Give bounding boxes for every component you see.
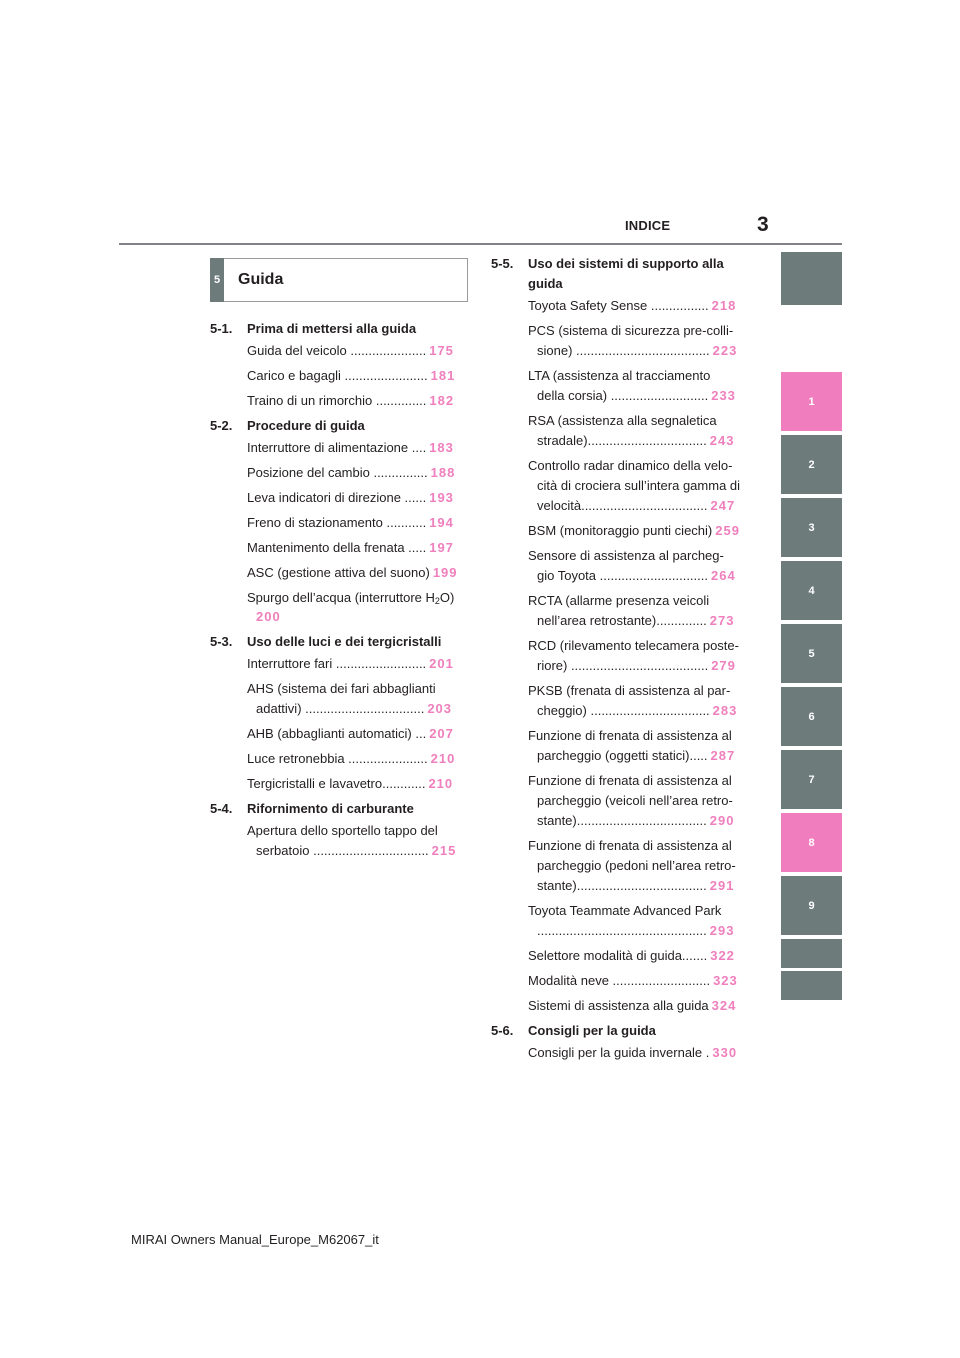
- toc-entry[interactable]: [210, 343, 468, 359]
- toc-entry[interactable]: [210, 776, 468, 792]
- toc-entry[interactable]: [210, 565, 468, 581]
- page-link[interactable]: 247: [710, 498, 736, 513]
- entry-text-line: [528, 748, 749, 764]
- toc-entry[interactable]: [210, 540, 468, 556]
- page-link[interactable]: 200: [256, 609, 281, 624]
- entry-text: cheggio) .................................: [537, 703, 710, 718]
- page-number: 3: [757, 213, 769, 236]
- entry-text: PCS (sistema di sicurezza pre-colli-: [528, 323, 734, 338]
- toc-entry[interactable]: [210, 368, 468, 384]
- entry-text: Mantenimento della frenata .....: [247, 540, 427, 555]
- toc-right-column: [491, 256, 749, 1070]
- entry-text: AHS (sistema dei fari abbaglianti: [247, 681, 436, 696]
- toc-entry[interactable]: [210, 751, 468, 767]
- entry-text: Funzione di frenata di assistenza al: [528, 838, 732, 853]
- toc-entry[interactable]: [491, 523, 749, 539]
- entry-text: cità di crociera sull’intera gamma di: [537, 478, 741, 493]
- entry-text: ...............................................: [537, 923, 707, 938]
- chapter-tab-blank[interactable]: [781, 252, 842, 305]
- entry-text-line: [528, 903, 749, 919]
- chapter-title-line2: guida: [528, 276, 563, 291]
- toc-entry[interactable]: [491, 548, 749, 584]
- entry-text: parcheggio (pedoni nell’area retro-: [537, 858, 736, 873]
- entry-text-line: [528, 773, 749, 789]
- toc-left-column: [210, 321, 468, 868]
- page-link[interactable]: 210: [430, 751, 456, 766]
- chapter-tab-blank[interactable]: [781, 939, 842, 968]
- page-link[interactable]: 323: [713, 973, 738, 988]
- page-link[interactable]: 183: [429, 440, 454, 455]
- entry-text: parcheggio (oggetti statici).....: [537, 748, 708, 763]
- entry-text: Interruttore di alimentazione ....: [247, 440, 427, 455]
- entry-text-line: [247, 515, 468, 531]
- entry-text-line: [247, 751, 468, 767]
- entry-text: Sistemi di assistenza alla guida: [528, 998, 709, 1013]
- entry-text-line: [247, 368, 468, 384]
- toc-entry[interactable]: [210, 681, 468, 717]
- toc-entry[interactable]: [491, 323, 749, 359]
- toc-entry[interactable]: [491, 1045, 749, 1061]
- entry-text: RSA (assistenza alla segnaletica: [528, 413, 717, 428]
- toc-entry[interactable]: [210, 823, 468, 859]
- toc-entry[interactable]: [491, 973, 749, 989]
- entry-text: velocità...................................: [537, 498, 708, 513]
- page-link[interactable]: 324: [711, 998, 737, 1013]
- entry-text: serbatoio ................................: [256, 843, 429, 858]
- entry-text: Controllo radar dinamico della velo-: [528, 458, 733, 473]
- chapter-title: Consigli per la guida: [528, 1023, 656, 1038]
- entry-text: Posizione del cambio ...............: [247, 465, 428, 480]
- entry-text: Funzione di frenata di assistenza al: [528, 773, 732, 788]
- entry-text: Consigli per la guida invernale .: [528, 1045, 710, 1060]
- page-link[interactable]: 330: [712, 1045, 738, 1060]
- entry-text-line: [247, 540, 468, 556]
- entry-text-prefix: Spurgo dell’acqua (interruttore H: [247, 590, 435, 605]
- entry-text-line: [528, 838, 749, 854]
- chapter-tab-8[interactable]: 8: [781, 813, 842, 872]
- entry-text-line: [528, 638, 749, 654]
- page-link[interactable]: 283: [712, 703, 738, 718]
- toc-entry[interactable]: [491, 638, 749, 674]
- entry-text-line: [528, 793, 749, 809]
- entry-text-line: [528, 548, 749, 564]
- entry-text-line: [247, 565, 468, 581]
- entry-text-line: [528, 523, 749, 539]
- page-link[interactable]: 197: [429, 540, 454, 555]
- entry-text: della corsia) ...........................: [537, 388, 709, 403]
- entry-text: Interruttore fari .........................: [247, 656, 427, 671]
- entry-text: gio Toyota ..............................: [537, 568, 708, 583]
- entry-text: [247, 590, 468, 606]
- entry-text-line: [528, 568, 749, 584]
- entry-text: Luce retronebbia ......................: [247, 751, 428, 766]
- page-link[interactable]: 215: [431, 843, 457, 858]
- entry-text-line: [247, 393, 468, 409]
- page-link[interactable]: 290: [709, 813, 735, 828]
- entry-text: Carico e bagagli .......................: [247, 368, 428, 383]
- entry-text-line: [247, 726, 468, 742]
- entry-text: PKSB (frenata di assistenza al par-: [528, 683, 731, 698]
- page-link[interactable]: 293: [709, 923, 735, 938]
- page-link[interactable]: 207: [429, 726, 454, 741]
- page-link[interactable]: 188: [430, 465, 456, 480]
- entry-text: Toyota Teammate Advanced Park: [528, 903, 722, 918]
- toc-entry[interactable]: [210, 726, 468, 742]
- entry-text-line: [528, 613, 749, 629]
- entry-text-line: [247, 776, 468, 792]
- entry-text-line: [247, 701, 468, 717]
- chapter-title: Rifornimento di carburante: [247, 801, 414, 816]
- page-link[interactable]: 182: [429, 393, 455, 408]
- page-link[interactable]: 194: [429, 515, 454, 530]
- page-link[interactable]: 264: [711, 568, 736, 583]
- toc-entry[interactable]: [210, 465, 468, 481]
- chapter-number: 5-2.: [210, 418, 233, 433]
- chapter-tab-6[interactable]: 6: [781, 687, 842, 746]
- chapter-tab-2[interactable]: 2: [781, 435, 842, 494]
- chapter-title: Uso delle luci e dei tergicristalli: [247, 634, 442, 649]
- chapter-heading: [491, 1023, 749, 1039]
- chapter-tab-9[interactable]: 9: [781, 876, 842, 935]
- toc-entry[interactable]: [491, 838, 749, 894]
- entry-text-line: [528, 343, 749, 359]
- entry-text-line: [528, 973, 749, 989]
- entry-text: Freno di stazionamento ...........: [247, 515, 427, 530]
- entry-text-line: [528, 478, 749, 494]
- entry-text: BSM (monitoraggio punti ciechi): [528, 523, 713, 538]
- chapter-number: 5-1.: [210, 321, 233, 336]
- page-link[interactable]: 199: [432, 565, 458, 580]
- entry-text-line: [528, 498, 749, 514]
- entry-text: RCD (rilevamento telecamera poste-: [528, 638, 739, 653]
- entry-text: stradale).................................: [537, 433, 707, 448]
- entry-text-line: [528, 728, 749, 744]
- chapter-title: Prima di mettersi alla guida: [247, 321, 417, 336]
- entry-text: Leva indicatori di direzione ......: [247, 490, 427, 505]
- entry-text-line: [528, 658, 749, 674]
- toc-entry[interactable]: [491, 458, 749, 514]
- page-link[interactable]: 193: [429, 490, 454, 505]
- chapter-number: 5-5.: [491, 256, 514, 271]
- entry-text-line: [528, 1045, 749, 1061]
- toc-entry[interactable]: [491, 593, 749, 629]
- entry-text-line: [528, 703, 749, 719]
- entry-text: AHB (abbaglianti automatici) ...: [247, 726, 427, 741]
- entry-text: stante)....................................: [537, 813, 707, 828]
- chapter-tab-3[interactable]: 3: [781, 498, 842, 557]
- entry-text-line: [528, 298, 749, 314]
- subscript-2: 2: [434, 596, 440, 606]
- chapter-tab-1[interactable]: 1: [781, 372, 842, 431]
- entry-text: Selettore modalità di guida.......: [528, 948, 708, 963]
- entry-text-line: [247, 490, 468, 506]
- entry-text: ASC (gestione attiva del suono): [247, 565, 430, 580]
- toc-entry[interactable]: [210, 656, 468, 672]
- chapter-heading: [491, 256, 749, 292]
- page-link[interactable]: 233: [711, 388, 736, 403]
- entry-text: Traino di un rimorchio ..............: [247, 393, 427, 408]
- entry-text-line: [528, 593, 749, 609]
- entry-text: Sensore di assistenza al parcheg-: [528, 548, 724, 563]
- page-link[interactable]: 291: [709, 878, 735, 893]
- chapter-tab-7[interactable]: 7: [781, 750, 842, 809]
- toc-entry[interactable]: [210, 440, 468, 456]
- entry-text: parcheggio (veicoli nell’area retro-: [537, 793, 733, 808]
- entry-text: Guida del veicolo .....................: [247, 343, 427, 358]
- section-title: Guida: [238, 271, 284, 288]
- page-link[interactable]: 223: [712, 343, 738, 358]
- chapter-heading: [210, 634, 468, 650]
- entry-text: sione) .....................................: [537, 343, 710, 358]
- toc-entry[interactable]: [491, 903, 749, 939]
- entry-text-line: [247, 343, 468, 359]
- page-link[interactable]: 322: [710, 948, 735, 963]
- toc-entry[interactable]: [491, 948, 749, 964]
- entry-text-line: [247, 843, 468, 859]
- section-number-tab: 5: [210, 258, 224, 302]
- entry-text: Apertura dello sportello tappo del: [247, 823, 438, 838]
- toc-entry[interactable]: [491, 368, 749, 404]
- entry-text-line: [528, 813, 749, 829]
- entry-text-line: [528, 683, 749, 699]
- entry-text-line: [528, 858, 749, 874]
- entry-text-line: [528, 878, 749, 894]
- entry-text: RCTA (allarme presenza veicoli: [528, 593, 710, 608]
- toc-entry[interactable]: [491, 728, 749, 764]
- chapter-tab-blank[interactable]: [781, 971, 842, 1000]
- entry-text: stante)....................................: [537, 878, 707, 893]
- chapter-number: 5-3.: [210, 634, 233, 649]
- page-link[interactable]: 175: [429, 343, 454, 358]
- toc-entry[interactable]: [491, 683, 749, 719]
- entry-text-line: [528, 948, 749, 964]
- entry-text-line: [247, 656, 468, 672]
- footer-text: MIRAI Owners Manual_Europe_M62067_it: [131, 1232, 379, 1247]
- page-link[interactable]: 210: [428, 776, 454, 791]
- entry-text: Funzione di frenata di assistenza al: [528, 728, 732, 743]
- toc-entry[interactable]: [210, 515, 468, 531]
- page-link[interactable]: 203: [427, 701, 453, 716]
- entry-text-line: [247, 681, 468, 697]
- chapter-tab-5[interactable]: 5: [781, 624, 842, 683]
- entry-text-line: [528, 998, 749, 1014]
- toc-entry[interactable]: [210, 490, 468, 506]
- chapter-heading: [210, 418, 468, 434]
- chapter-heading: [210, 801, 468, 817]
- page-link[interactable]: 279: [711, 658, 736, 673]
- toc-entry[interactable]: [491, 998, 749, 1014]
- entry-text-line: [247, 440, 468, 456]
- entry-text: Toyota Safety Sense ................: [528, 298, 709, 313]
- toc-entry[interactable]: [491, 413, 749, 449]
- entry-text: Tergicristalli e lavavetro............: [247, 776, 426, 791]
- chapter-number: 5-4.: [210, 801, 233, 816]
- chapter-title: Uso dei sistemi di supporto alla: [528, 256, 724, 271]
- entry-text-line: [528, 323, 749, 339]
- entry-text-suffix: O): [439, 590, 455, 605]
- entry-text: riore) ......................................: [537, 658, 709, 673]
- entry-text-line: [528, 458, 749, 474]
- chapter-number: 5-6.: [491, 1023, 514, 1038]
- page-link[interactable]: 273: [709, 613, 735, 628]
- entry-text: adattivi) .................................: [256, 701, 425, 716]
- page-link[interactable]: 243: [709, 433, 735, 448]
- entry-text-line: [247, 465, 468, 481]
- chapter-title: Procedure di guida: [247, 418, 365, 433]
- entry-text-line: [528, 388, 749, 404]
- entry-text: nell’area retrostante)..............: [537, 613, 707, 628]
- entry-text-line: [528, 368, 749, 384]
- toc-entry[interactable]: [210, 590, 468, 625]
- page-link[interactable]: 259: [715, 523, 740, 538]
- header-rule: [119, 243, 842, 245]
- running-header-title: INDICE: [625, 218, 671, 233]
- chapter-heading: [210, 321, 468, 337]
- page-link[interactable]: 181: [430, 368, 456, 383]
- page-link[interactable]: 287: [710, 748, 736, 763]
- entry-text: Modalità neve ...........................: [528, 973, 711, 988]
- toc-entry[interactable]: [210, 393, 468, 409]
- entry-text-line: [528, 923, 749, 939]
- page-link[interactable]: 201: [429, 656, 454, 671]
- page-link[interactable]: 218: [711, 298, 737, 313]
- entry-text-line: [528, 433, 749, 449]
- toc-entry[interactable]: [491, 298, 749, 314]
- toc-entry[interactable]: [491, 773, 749, 829]
- entry-text-line: [247, 823, 468, 839]
- chapter-tab-4[interactable]: 4: [781, 561, 842, 620]
- entry-text: LTA (assistenza al tracciamento: [528, 368, 711, 383]
- entry-text-line: [528, 413, 749, 429]
